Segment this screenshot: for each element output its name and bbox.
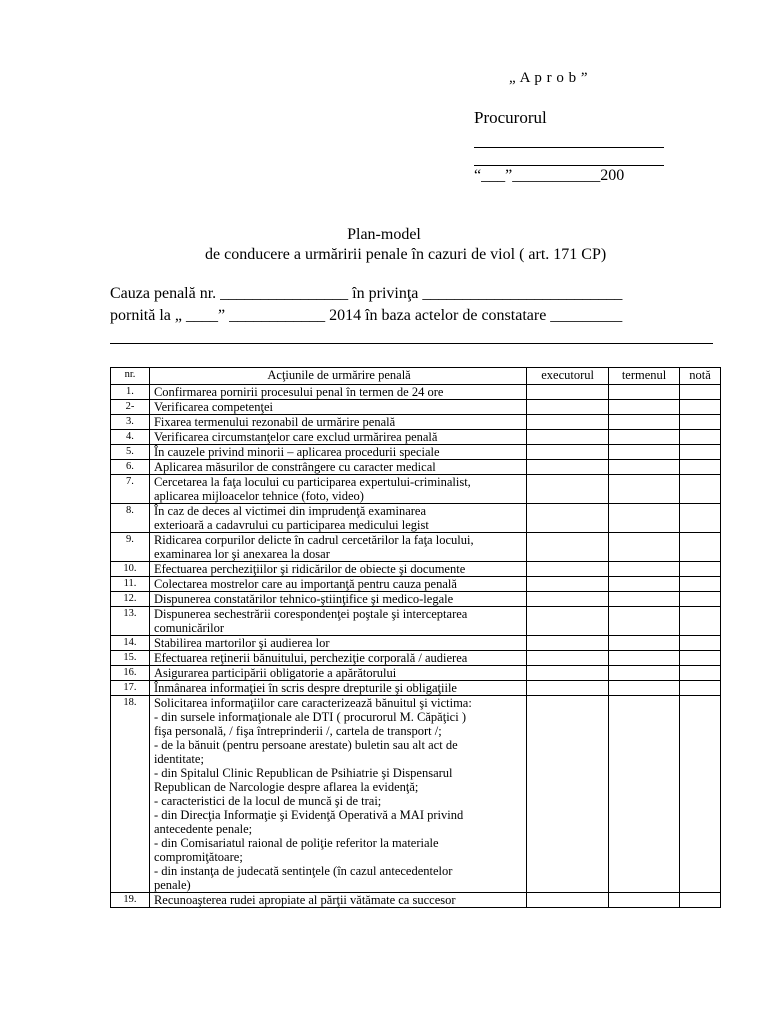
row-deadline-cell [609, 592, 680, 607]
row-number: 3. [111, 415, 150, 430]
row-note-cell [680, 460, 721, 475]
row-executor-cell [527, 592, 609, 607]
row-note-cell [680, 430, 721, 445]
row-action: Recunoaşterea rudei apropiate al părţii vătămate ca succesor [149, 893, 526, 908]
row-action: Colectarea mostrelor care au importanţă pentru cauza penală [149, 577, 526, 592]
row-number: 1. [111, 385, 150, 400]
signature-line-1 [474, 147, 664, 148]
row-number: 17. [111, 681, 150, 696]
table-row [111, 893, 721, 908]
table-row [111, 533, 721, 562]
row-action: Dispunerea constatărilor tehnico-ştiinţifice şi medico-legale [149, 592, 526, 607]
row-note-cell [680, 562, 721, 577]
row-note-cell [680, 893, 721, 908]
row-action: Confirmarea pornirii procesului penal în termen de 24 ore [149, 385, 526, 400]
row-number: 6. [111, 460, 150, 475]
row-note-cell [680, 681, 721, 696]
header-nr: nr. [111, 368, 150, 385]
row-deadline-cell [609, 430, 680, 445]
row-note-cell [680, 415, 721, 430]
row-number: 15. [111, 651, 150, 666]
row-action: Înmânarea informaţiei în scris despre drepturile şi obligaţiile [149, 681, 526, 696]
row-executor-cell [527, 696, 609, 893]
row-executor-cell [527, 651, 609, 666]
row-action: Verificarea circumstanţelor care exclud urmărirea penală [149, 430, 526, 445]
row-executor-cell [527, 430, 609, 445]
row-number: 4. [111, 430, 150, 445]
case-origin-line: pornită la „ ____” ____________ 2014 în baza actelor de constatare _________ [110, 307, 623, 324]
row-deadline-cell [609, 385, 680, 400]
approve-heading: „ A p r o b ” [509, 70, 588, 86]
row-action: Verificarea competenţei [149, 400, 526, 415]
row-executor-cell [527, 607, 609, 636]
row-note-cell [680, 504, 721, 533]
table-row [111, 415, 721, 430]
row-number: 13. [111, 607, 150, 636]
row-number: 2- [111, 400, 150, 415]
row-action: Ridicarea corpurilor delicte în cadrul cercetărilor la faţa locului, examinarea lor şi anexarea la dosar [149, 533, 526, 562]
row-executor-cell [527, 636, 609, 651]
row-action: În cauzele privind minorii – aplicarea procedurii speciale [149, 445, 526, 460]
row-executor-cell [527, 577, 609, 592]
row-action: În caz de deces al victimei din imprudenţă examinarea exterioară a cadavrului cu participarea medicului legist [149, 504, 526, 533]
row-number: 11. [111, 577, 150, 592]
header-deadline: termenul [609, 368, 680, 385]
header-executor: executorul [527, 368, 609, 385]
table-row [111, 577, 721, 592]
row-deadline-cell [609, 666, 680, 681]
row-number: 5. [111, 445, 150, 460]
table-row [111, 475, 721, 504]
row-deadline-cell [609, 400, 680, 415]
row-action: Efectuarea percheziţiilor şi ridicărilor de obiecte şi documente [149, 562, 526, 577]
table-row [111, 651, 721, 666]
table-row [111, 696, 721, 893]
row-deadline-cell [609, 696, 680, 893]
row-note-cell [680, 592, 721, 607]
row-action: Asigurarea participării obligatorie a apărătorului [149, 666, 526, 681]
table-row [111, 460, 721, 475]
row-note-cell [680, 651, 721, 666]
row-action: Efectuarea reţinerii bănuitului, percheziţie corporală / audierea [149, 651, 526, 666]
row-executor-cell [527, 385, 609, 400]
row-note-cell [680, 533, 721, 562]
row-executor-cell [527, 666, 609, 681]
table-row [111, 430, 721, 445]
row-deadline-cell [609, 636, 680, 651]
row-note-cell [680, 666, 721, 681]
row-deadline-cell [609, 415, 680, 430]
row-action: Stabilirea martorilor şi audierea lor [149, 636, 526, 651]
row-executor-cell [527, 445, 609, 460]
row-deadline-cell [609, 893, 680, 908]
table-row [111, 504, 721, 533]
row-executor-cell [527, 504, 609, 533]
row-action: Cercetarea la faţa locului cu participarea expertului-criminalist, aplicarea mijloacelor tehnice (foto, video) [149, 475, 526, 504]
row-number: 18. [111, 696, 150, 893]
table-row [111, 666, 721, 681]
row-executor-cell [527, 562, 609, 577]
row-action: Aplicarea măsurilor de constrângere cu caracter medical [149, 460, 526, 475]
document-subtitle: de conducere a urmăririi penale în cazuri de viol ( art. 171 CP) [205, 246, 607, 263]
row-executor-cell [527, 893, 609, 908]
row-action: Fixarea termenului rezonabil de urmărire penală [149, 415, 526, 430]
row-deadline-cell [609, 607, 680, 636]
row-executor-cell [527, 533, 609, 562]
row-note-cell [680, 400, 721, 415]
row-number: 9. [111, 533, 150, 562]
table-row [111, 607, 721, 636]
row-deadline-cell [609, 504, 680, 533]
row-deadline-cell [609, 445, 680, 460]
row-deadline-cell [609, 475, 680, 504]
approval-date-line: “___”___________200 [474, 167, 625, 184]
row-note-cell [680, 475, 721, 504]
row-executor-cell [527, 475, 609, 504]
row-executor-cell [527, 415, 609, 430]
row-number: 8. [111, 504, 150, 533]
separator-line [110, 343, 713, 344]
table-row [111, 562, 721, 577]
row-note-cell [680, 607, 721, 636]
table-body [111, 385, 721, 908]
row-deadline-cell [609, 681, 680, 696]
actions-table [110, 367, 721, 908]
document-title: Plan-model [347, 226, 421, 243]
row-note-cell [680, 636, 721, 651]
row-number: 10. [111, 562, 150, 577]
header-note: notă [680, 368, 721, 385]
row-number: 7. [111, 475, 150, 504]
row-deadline-cell [609, 651, 680, 666]
table-row [111, 445, 721, 460]
row-note-cell [680, 577, 721, 592]
row-action: Solicitarea informaţiilor care caracterizează bănuitul şi victima: - din sursele informaţionale ale DTI ( procurorul M. Căpăţici ) fişa personală, / fişa întreprinderii /, cartela de transport /; - de la bănuit (pentru persoane arestate) buletin sau alt act de identitate; - din Spitalul Clinic Republican de Psihiatrie şi Dispensarul Republican de Narcologie despre aflarea la evidenţă; - caracteristici de la locul de muncă şi de trai; - din Direcţia Informaţie şi Evidenţă Operativă a MAI privind antecedente penale; - din Comisariatul raional de poliţie referitor la materiale compromiţătoare; - din instanţa de judecată sentinţele (în cazul antecedentelor penale) [149, 696, 526, 893]
table-row [111, 636, 721, 651]
prosecutor-label: Procurorul [474, 108, 547, 127]
row-deadline-cell [609, 460, 680, 475]
row-executor-cell [527, 460, 609, 475]
table-row [111, 681, 721, 696]
row-executor-cell [527, 400, 609, 415]
row-note-cell [680, 385, 721, 400]
row-number: 12. [111, 592, 150, 607]
signature-line-2 [474, 165, 664, 166]
table-row [111, 400, 721, 415]
row-executor-cell [527, 681, 609, 696]
table-row [111, 385, 721, 400]
row-deadline-cell [609, 577, 680, 592]
row-note-cell [680, 445, 721, 460]
table-header-row [111, 368, 721, 385]
row-note-cell [680, 696, 721, 893]
row-number: 19. [111, 893, 150, 908]
case-number-line: Cauza penală nr. ________________ în privinţa _________________________ [110, 285, 623, 302]
row-number: 16. [111, 666, 150, 681]
row-action: Dispunerea sechestrării corespondenţei poştale şi interceptarea comunicărilor [149, 607, 526, 636]
row-number: 14. [111, 636, 150, 651]
row-deadline-cell [609, 562, 680, 577]
row-deadline-cell [609, 533, 680, 562]
table-row [111, 592, 721, 607]
header-action: Acţiunile de urmărire penală [149, 368, 526, 385]
